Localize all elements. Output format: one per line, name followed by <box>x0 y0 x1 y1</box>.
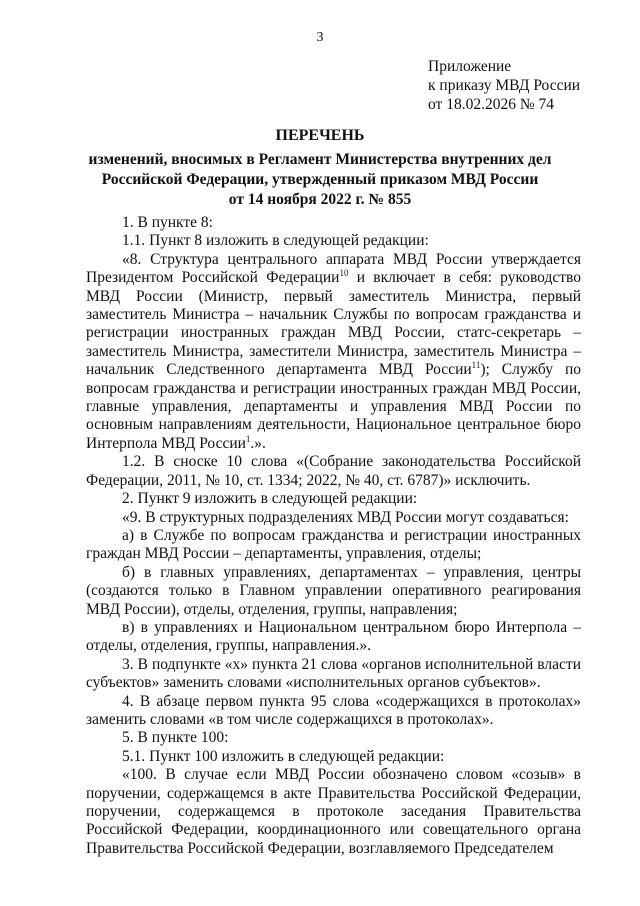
footnote-ref-11: 11 <box>471 360 481 371</box>
paragraph-6: «9. В структурных подразделениях МВД России могут создаваться: <box>122 508 569 526</box>
title-line-2: Российской Федерации, утвержденный приказом МВД России <box>101 171 539 188</box>
paragraph-12: 5. В пункте 100: <box>122 729 229 747</box>
document-body <box>86 214 581 858</box>
paragraph-8: б) в главных управлениях, департаментах – управления, центры (создаются только в Главном управлении оперативного реагирования МВД России), отделы, отделения, группы, направления; <box>86 563 581 618</box>
paragraph-2: 1.1. Пункт 8 изложить в следующей редакции: <box>122 232 429 250</box>
appendix-line-2: к приказу МВД России <box>428 77 581 94</box>
title-line-3: от 14 ноября 2022 г. № 855 <box>228 191 412 208</box>
paragraph-3 <box>86 251 581 453</box>
paragraph-5: 2. Пункт 9 изложить в следующей редакции: <box>122 490 418 508</box>
paragraph-1: 1. В пункте 8: <box>122 214 213 231</box>
paragraph-3-part-b: и включает в себя: руководство МВД России (Министр, первый заместитель Министра, первый заместитель Министра – начальник Службы по вопросам гражданства и регистрации иностранных граждан МВД России, статс-секретарь – заместитель Министра, заместители Министра, заместитель Министра – начальник Следственного департамента МВД России <box>86 269 581 379</box>
page-number: 3 <box>316 30 324 45</box>
paragraph-11: 4. В абзаце первом пункта 95 слова «содержащихся в протоколах» заменить словами «в том числе содержащихся в протоколах». <box>86 692 581 728</box>
paragraph-14: «100. В случае если МВД России обозначено словом «созыв» в поручении, содержащемся в акте Правительства Российской Федерации, поручении, содержащемся в протоколе заседания Правительства Российской Федерации, координационного или совещательного органа Правительства Российской Федерации, возглавляемого Председателем <box>86 766 581 857</box>
paragraph-10: 3. В подпункте «х» пункта 21 слова «органов исполнительной власти субъектов» заменить словами «исполнительных органов субъектов». <box>86 655 581 692</box>
footnote-ref-10: 10 <box>339 268 349 279</box>
title-line-1: изменений, вносимых в Регламент Министерства внутренних дел <box>88 151 552 168</box>
paragraph-3-part-c: ); Службу по вопросам гражданства и регистрации иностранных граждан МВД России, главные управления, департаменты и управления МВД России по основным направлениям деятельности, Национальное центральное бюро Интерпола МВД России <box>86 361 581 452</box>
footnote-ref-1: 1 <box>245 433 251 444</box>
appendix-line-1: Приложение <box>428 58 512 75</box>
paragraph-9: в) в управлениях и Национальном центральном бюро Интерпола – отделы, отделения, группы, направления.». <box>86 618 581 655</box>
paragraph-3-part-d: .». <box>250 434 266 452</box>
paragraph-3-part-a: «8. Структура центрального аппарата МВД России утверждается Президентом Российской Федерации <box>86 250 581 287</box>
document-title <box>60 126 580 210</box>
paragraph-4: 1.2. В сноске 10 слова «(Собрание законодательства Российской Федерации, 2011, № 10, ст. 1334; 2022, № 40, ст. 6787)» исключить. <box>86 453 581 489</box>
title-main: ПЕРЕЧЕНЬ <box>275 127 365 144</box>
paragraph-13: 5.1. Пункт 100 изложить в следующей редакции: <box>122 747 445 765</box>
paragraph-7: а) в Службе по вопросам гражданства и регистрации иностранных граждан МВД России – департаменты, управления, отделы; <box>86 526 581 563</box>
appendix-line-3: от 18.02.2026 № 74 <box>428 96 554 113</box>
appendix-block <box>428 57 580 114</box>
